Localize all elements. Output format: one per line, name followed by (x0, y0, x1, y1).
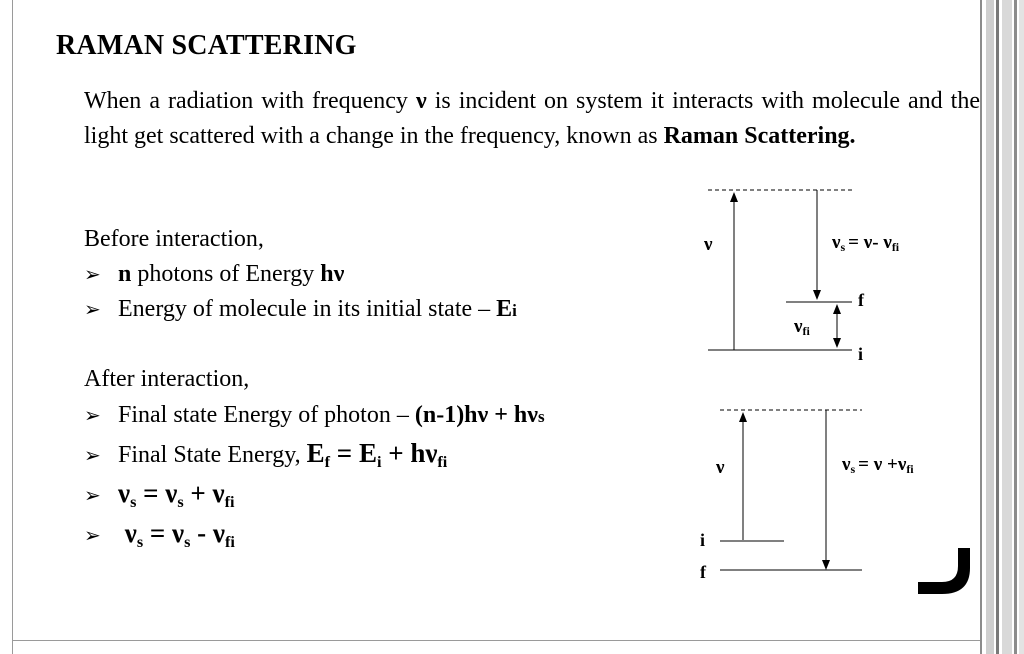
nufi-label (793, 316, 810, 338)
photon-text: photons of Energy (137, 261, 315, 287)
level-i-label: i (858, 344, 864, 364)
after-item-photon (84, 402, 545, 429)
intro-nu-symbol: ν (415, 88, 427, 114)
nu-label: ν (704, 234, 713, 255)
corner-hook-icon (914, 544, 978, 600)
stokes-energy-diagram (690, 180, 980, 370)
nu-label: ν (716, 457, 725, 478)
equation-antistokes (84, 518, 235, 552)
eq1-fi-sub: fi (224, 492, 235, 511)
fi-gap-arrowhead-down (833, 338, 841, 348)
photon-count: n (118, 261, 132, 287)
ei-sub: i (376, 452, 382, 471)
ei-symbol: E (358, 438, 377, 468)
nus-symbol: ν (842, 454, 851, 475)
nus-sub: s (840, 240, 846, 254)
nus-symbol: ν (832, 232, 841, 253)
arrow-bullet-icon: ➢ (84, 483, 101, 507)
eq2-mid-sub: s (184, 532, 191, 551)
after-heading: After interaction, (84, 366, 250, 392)
hnu-sub: fi (437, 452, 448, 471)
excitation-arrowhead (739, 412, 747, 422)
final-photon-text: Final state Energy of photon – (118, 402, 409, 428)
intro-text-1: When a radiation with frequency (84, 88, 408, 114)
eq2-lhs: ν (124, 518, 137, 548)
slide-frame-left (12, 0, 13, 654)
before-heading: Before interaction, (84, 226, 264, 252)
eq2-op: - ν (197, 518, 225, 548)
decorative-rail (980, 0, 1024, 654)
eq2-mid: = ν (149, 518, 185, 548)
level-i-label: i (700, 530, 706, 550)
nus-fi-sub: fi (906, 462, 914, 476)
nus-fi-sub: fi (891, 240, 900, 254)
ef-equals: = (336, 438, 353, 468)
intro-paragraph (84, 84, 980, 154)
arrow-bullet-icon: ➢ (84, 262, 101, 286)
equation-stokes (84, 478, 235, 512)
nufi-sub: fi (802, 324, 810, 338)
slide-frame-bottom (12, 640, 980, 641)
nus-sub: s (850, 462, 856, 476)
final-state-text: Final State Energy, (118, 442, 301, 468)
fi-gap-arrowhead-up (833, 304, 841, 314)
molecule-energy: E (496, 296, 513, 322)
ef-symbol: E (306, 438, 325, 468)
scatter-arrowhead (813, 290, 821, 300)
eq2-lhs-sub: s (136, 532, 144, 551)
eq1-mid: = ν (143, 478, 178, 508)
nus-label (841, 454, 914, 476)
intro-bold-term: Raman Scattering. (663, 123, 856, 149)
intro-text-2: is incident on system it interacts with molecule and the light get scattered with a change in the frequency, known as (84, 88, 981, 149)
arrow-bullet-icon: ➢ (84, 297, 101, 321)
photon-energy: hν (320, 261, 345, 287)
final-photon-energy: (n-1)hν + hν (414, 402, 538, 428)
scatter-arrowhead (822, 560, 830, 570)
after-item-state (84, 438, 447, 472)
ef-sub: f (324, 452, 331, 471)
eq1-op: + ν (190, 478, 225, 508)
eq1-lhs-sub: s (130, 492, 137, 511)
eq1-lhs: ν (118, 478, 131, 508)
molecule-text: Energy of molecule in its initial state – (118, 296, 491, 322)
nus-label (831, 232, 900, 254)
final-photon-sub: s (538, 407, 545, 426)
slide-title: RAMAN SCATTERING (56, 30, 357, 61)
before-item-photons (84, 261, 344, 288)
nus-eq: = ν- ν (848, 232, 892, 253)
arrow-bullet-icon: ➢ (84, 443, 101, 467)
arrow-bullet-icon: ➢ (84, 403, 101, 427)
level-f-label: f (700, 562, 706, 582)
hnu-term: + hν (388, 438, 438, 468)
arrow-bullet-icon: ➢ (84, 523, 101, 547)
molecule-energy-sub: i (512, 301, 517, 320)
eq2-fi-sub: fi (224, 532, 235, 551)
before-item-molecule (84, 296, 517, 323)
level-f-label: f (858, 290, 864, 310)
excitation-arrowhead (730, 192, 738, 202)
eq1-mid-sub: s (177, 492, 184, 511)
nufi-symbol: ν (794, 316, 803, 337)
nus-eq: = ν +ν (858, 454, 907, 475)
